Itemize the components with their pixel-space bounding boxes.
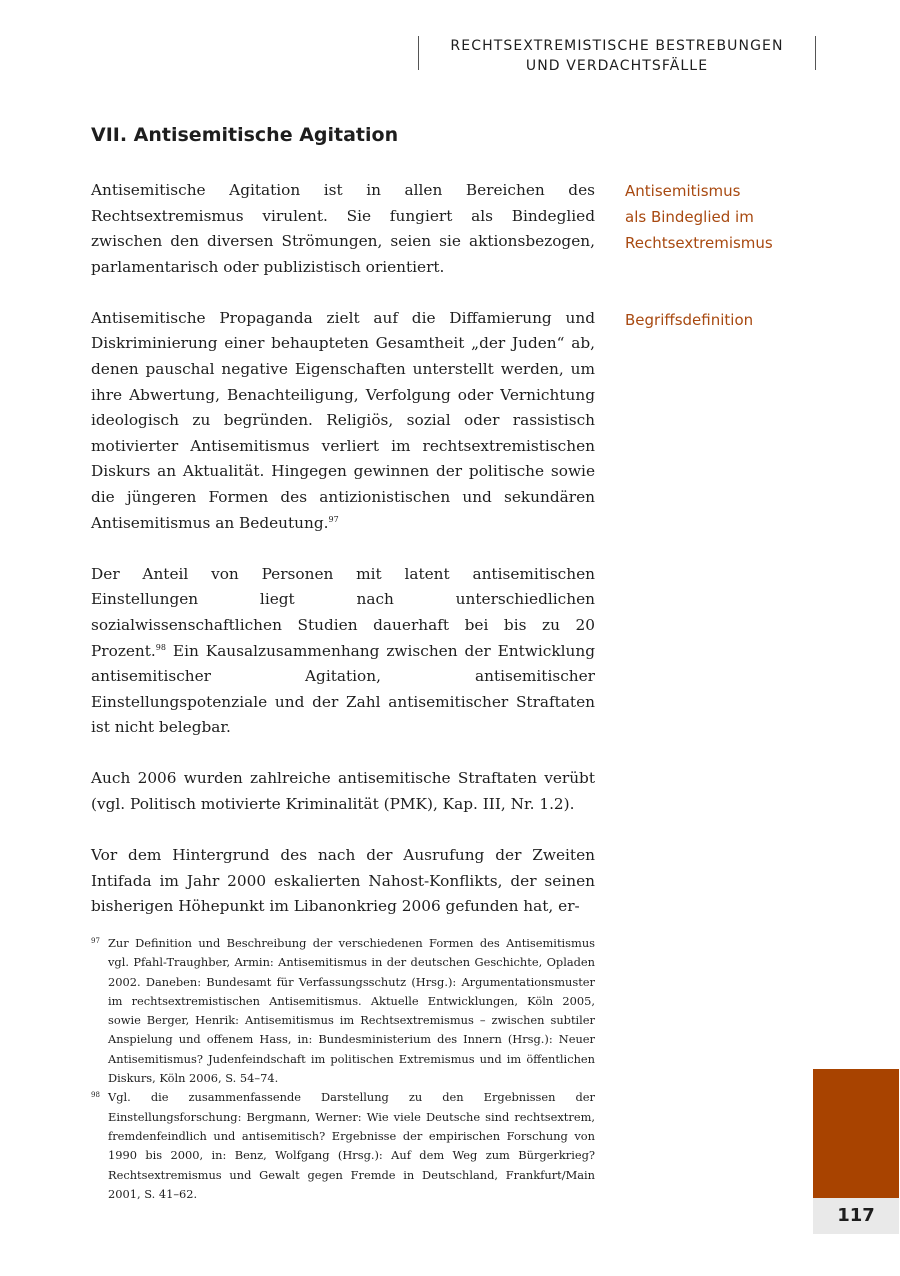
paragraph-text-continued: Ein Kausalzusammenhang zwischen der Entwicklung antisemitischer Agitation, antisemitischer Einstellungspotenziale und der Zahl antisemitischer Straftaten ist nicht belegbar.	[91, 641, 595, 737]
footnote-number: 97	[91, 937, 100, 945]
page-number: 117	[813, 1198, 899, 1234]
paragraph-definition	[91, 306, 595, 536]
footnote-text: Vgl. die zusammenfassende Darstellung zu den Ergebnissen der Einstellungsforschung: Bergmann, Werner: Wie viele Deutsche sind rechtsextrem, fremdenfeindlich und antisemitisch? Ergebnisse der empirischen Forschung von 1990 bis 2000, in: Benz, Wolfgang (Hrsg.): Auf dem Weg zum Bürgerkrieg? Rechtsextremismus und Gewalt gegen Fremde in Deutschland, Frankfurt/Main 2001, S. 41–62.	[108, 1090, 595, 1201]
running-header	[418, 36, 816, 74]
footnote-97	[91, 934, 595, 1088]
chapter-color-tab	[813, 1069, 899, 1198]
footnote-number: 98	[91, 1091, 100, 1100]
footnote-ref[interactable]: 98	[155, 642, 166, 652]
margin-note-line: Antisemitismus	[625, 182, 741, 200]
margin-note-line: Begriffsdefinition	[625, 311, 754, 329]
running-header-line-2: UND VERDACHTSFÄLLE	[525, 58, 709, 74]
paragraph-text: Antisemitische Agitation ist in allen Bereichen des Rechtsextremismus virulent. Sie fungiert als Bindeglied zwischen den diversen Strömungen, seien sie aktionsbezogen, parlamentarisch oder publizistisch orientiert.	[91, 181, 595, 276]
running-header-line-1: RECHTSEXTREMISTISCHE BESTREBUNGEN	[450, 38, 784, 54]
paragraph-attitudes	[91, 562, 595, 741]
paragraph-crimes-2006	[91, 766, 595, 817]
footnotes	[91, 934, 595, 1204]
paragraph-middle-east	[91, 843, 595, 920]
margin-note-begriffsdefinition	[625, 307, 825, 333]
paragraph-text: Antisemitische Propaganda zielt auf die Diffamierung und Diskriminierung einer behaupteten Gesamtheit „der Juden“ ab, denen pauschal negative Eigenschaften unterstellt werden, um ihre Abwertung, Benachteiligung, Verfolgung oder Vernichtung ideologisch zu begründen. Religiös, sozial oder rassistisch motivierter Antisemitismus verliert im rechtsextremistischen Diskurs an Aktualität. Hingegen gewinnen der politische sowie die jüngeren Formen des antizionistischen und sekundären Antisemitismus an Bedeutung.	[91, 308, 595, 532]
footnote-text: Zur Definition und Beschreibung der verschiedenen Formen des Antisemitismus vgl. Pfahl-Traughber, Armin: Antisemitismus in der deutschen Geschichte, Opladen 2002. Daneben: Bundesamt für Verfassungsschutz (Hrsg.): Argumentationsmuster im rechtsextremistischen Antisemitismus. Aktuelle Entwicklungen, Köln 2005, sowie Berger, Henrik: Antisemitismus im Rechtsextremismus – zwischen subtiler Anspielung und offenem Hass, in: Bundesministerium des Innern (Hrsg.): Neuer Antisemitismus? Judenfeindschaft im politischen Extremismus und im öffentlichen Diskurs, Köln 2006, S. 54–74.	[108, 936, 595, 1086]
paragraph-text: Auch 2006 wurden zahlreiche antisemitische Straftaten verübt (vgl. Politisch motivierte Kriminalität (PMK), Kap. III, Nr. 1.2).	[91, 769, 595, 813]
margin-note-line: Rechtsextremismus	[625, 234, 773, 252]
paragraph-agitation	[91, 178, 595, 280]
margin-note-line: als Bindeglied im	[625, 208, 754, 226]
chapter-title: VII. Antisemitische Agitation	[91, 124, 399, 146]
paragraph-text: Der Anteil von Personen mit latent antisemitischen Einstellungen liegt nach unterschiedlichen sozialwissenschaftlichen Studien dauerhaft bei bis zu 20 Prozent.	[91, 564, 595, 660]
paragraph-text: Vor dem Hintergrund des nach der Ausrufung der Zweiten Intifada im Jahr 2000 eskalierten Nahost-Konflikts, der seinen bisherigen Höhepunkt im Libanonkrieg 2006 gefunden hat, er-	[91, 846, 595, 916]
margin-note-bindeglied	[625, 178, 825, 256]
footnote-98	[91, 1088, 595, 1204]
footnote-ref[interactable]: 97	[328, 514, 339, 524]
main-text	[91, 178, 595, 920]
